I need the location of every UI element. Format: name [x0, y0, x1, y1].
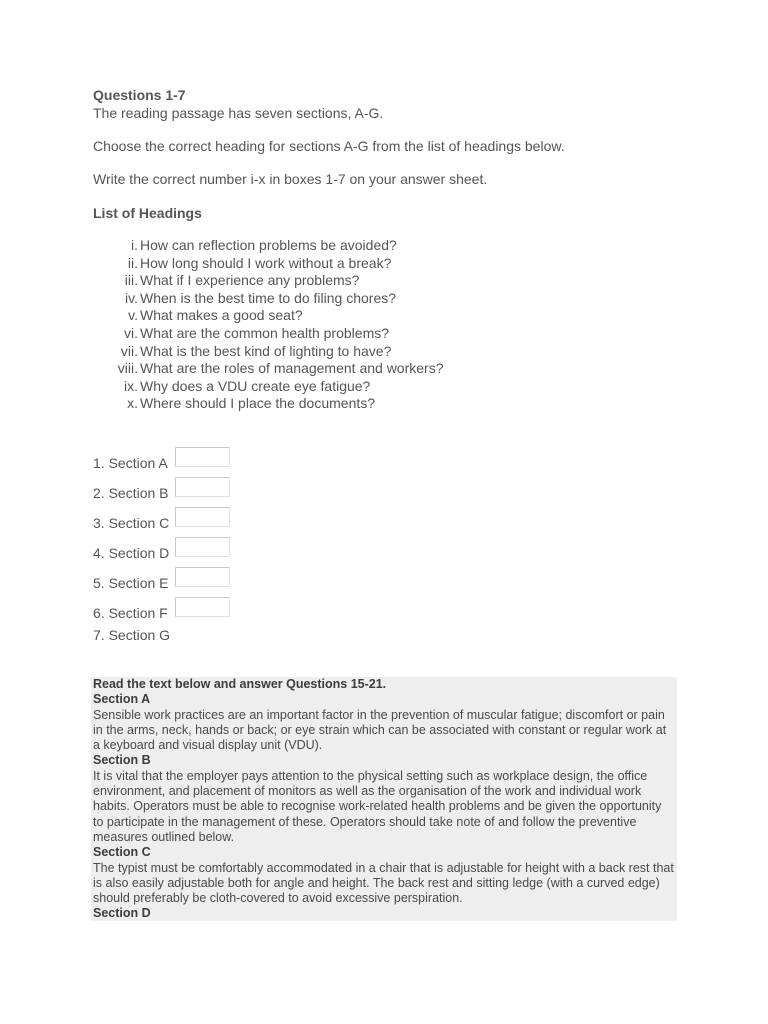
headings-title: List of Headings — [93, 205, 202, 221]
reading-passage — [91, 677, 677, 921]
heading-item: vi. What are the common health problems? — [124, 324, 390, 341]
heading-item: i. How can reflection problems be avoided? — [131, 237, 397, 253]
heading-item: vii. What is the best kind of lighting to have? — [120, 342, 392, 359]
heading-item: ii. How long should I work without a break? — [127, 254, 392, 271]
answer-input-section-c[interactable] — [175, 507, 230, 527]
heading-item: iv. When is the best time to do filing chores? — [125, 289, 397, 306]
section-c-title: Section C — [93, 845, 151, 860]
answer-row — [93, 627, 683, 647]
headings-list — [93, 237, 683, 413]
heading-item: v. What makes a good seat? — [128, 307, 303, 324]
heading-item: iii. What if I experience any problems? — [124, 272, 360, 289]
answer-label: 2. Section B — [93, 484, 169, 501]
section-a-title: Section A — [93, 692, 151, 707]
answer-label: 4. Section D — [93, 544, 170, 561]
answer-row — [93, 447, 683, 477]
answer-input-section-a[interactable] — [175, 447, 230, 467]
section-c-text: The typist must be comfortably accommodated in a chair that is adjustable for height with a back rest that is also easily adjustable both for angle and height. The back rest and sitting ledge (with a curved edge) should preferably be cloth-covered to avoid excessive perspiration. — [93, 860, 674, 906]
answer-label: 5. Section E — [93, 574, 169, 591]
answer-label: 3. Section C — [93, 514, 170, 531]
answer-row — [93, 567, 683, 597]
instruction-line-3: Write the correct number i-x in boxes 1-7 on your answer sheet. — [93, 171, 488, 187]
instruction-line-1: The reading passage has seven sections, A-G. — [93, 105, 384, 121]
heading-item: x. Where should I place the documents? — [127, 395, 376, 412]
answer-input-section-f[interactable] — [175, 597, 230, 617]
section-b-text: It is vital that the employer pays attention to the physical setting such as workplace design, the office environment, and placement of monitors as well as the organisation of the work and individual work habits. Operators must be able to recognise work-related health problems and be given the opportunity to participate in the management of these. Operators should take note of and follow the preventive measures outlined below. — [93, 768, 662, 844]
answer-label: 6. Section F — [93, 604, 168, 621]
answer-label: 7. Section G — [93, 626, 171, 643]
reading-intro: Read the text below and answer Questions 15-21. — [93, 677, 387, 691]
questions-title: Questions 1-7 — [93, 87, 186, 103]
answer-label: 1. Section A — [93, 454, 168, 471]
answer-input-section-e[interactable] — [175, 567, 230, 587]
answer-row — [93, 507, 683, 537]
section-d-title: Section D — [93, 906, 151, 921]
answer-row — [93, 477, 683, 507]
question-block — [93, 86, 683, 647]
answer-input-section-d[interactable] — [175, 537, 230, 557]
answer-input-section-b[interactable] — [175, 477, 230, 497]
answer-row — [93, 597, 683, 627]
answer-row — [93, 537, 683, 567]
heading-item: viii. What are the roles of management and workers? — [117, 360, 444, 377]
answer-fields — [93, 447, 683, 647]
section-a-text: Sensible work practices are an important factor in the prevention of muscular fatigue; discomfort or pain in the arms, neck, hands or back; or eye strain which can be associated with constant or regular work at a keyboard and visual display unit (VDU). — [93, 707, 667, 753]
instruction-line-2: Choose the correct heading for sections A-G from the list of headings below. — [93, 138, 565, 154]
section-b-title: Section B — [93, 753, 151, 768]
heading-item: ix. Why does a VDU create eye fatigue? — [124, 377, 371, 394]
